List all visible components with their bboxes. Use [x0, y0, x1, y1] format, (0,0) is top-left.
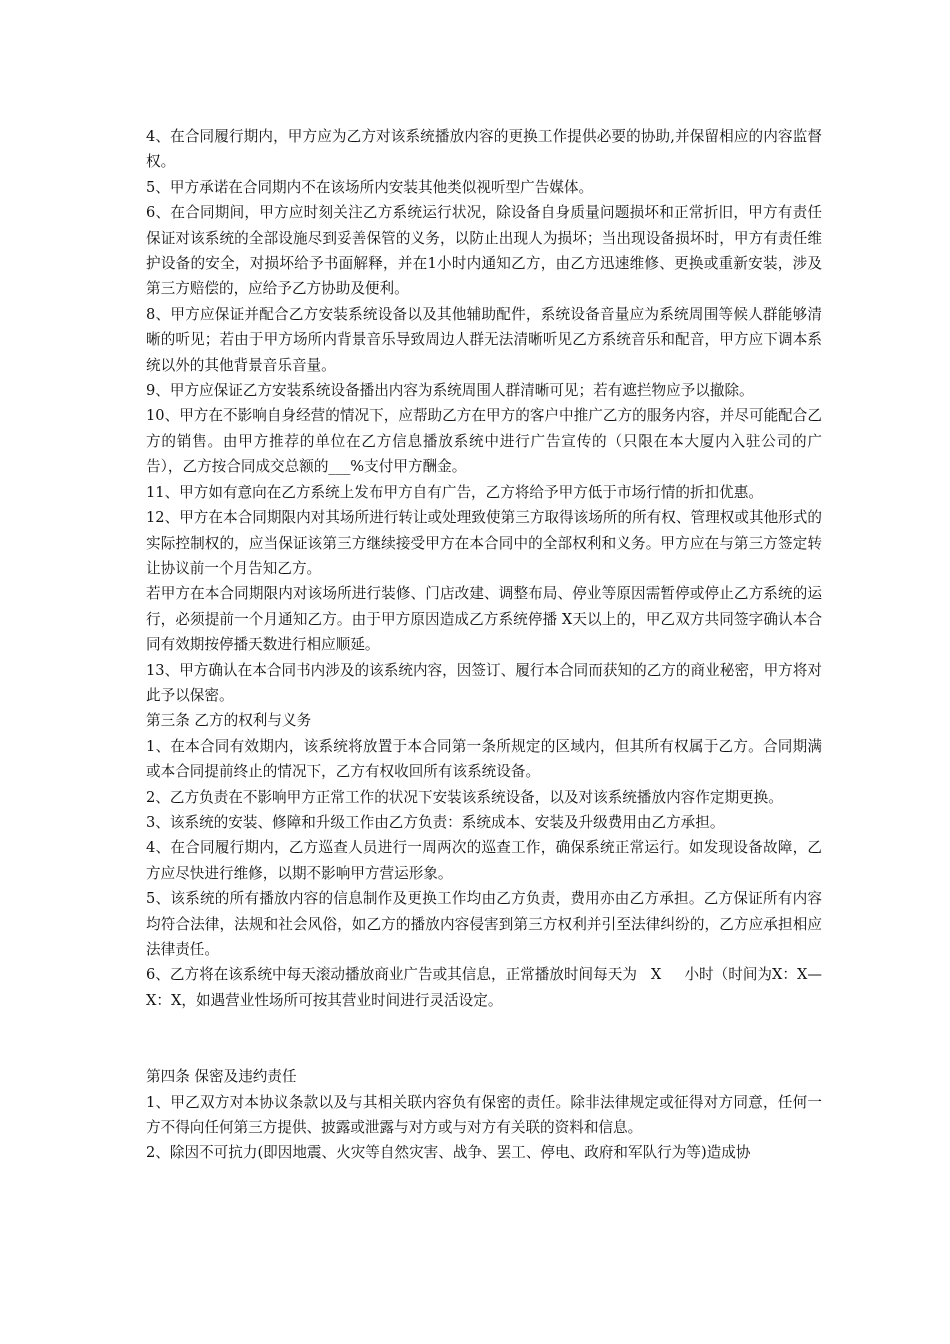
- clause-b-1: 1、在本合同有效期内，该系统将放置于本合同第一条所规定的区域内，但其所有权属于乙方。合同期满或本合同提前终止的情况下，乙方有权收回所有该系统设备。: [146, 737, 822, 781]
- contract-page: [146, 124, 822, 1166]
- clause-b-3: 3、该系统的安装、修障和升级工作由乙方负责：系统成本、安装及升级费用由乙方承担。: [146, 813, 725, 831]
- clause-b-5: 5、该系统的所有播放内容的信息制作及更换工作均由乙方负责，费用亦由乙方承担。乙方保证所有内容均符合法律，法规和社会风俗，如乙方的播放内容侵害到第三方权利并引至法律纠纷的，乙方应承担相应法律责任。: [146, 890, 822, 958]
- clause-a-9: 9、甲方应保证乙方安装系统设备播出内容为系统周围人群清晰可见；若有遮拦物应予以撤除。: [146, 382, 754, 400]
- clause-a-13: 13、甲方确认在本合同书内涉及的该系统内容，因签订、履行本合同而获知的乙方的商业秘密，甲方将对此予以保密。: [146, 661, 822, 704]
- clause-a-11: 11、甲方如有意向在乙方系统上发布甲方自有广告，乙方将给予甲方低于市场行情的折扣优惠。: [146, 483, 763, 501]
- clause-b-2: 2、乙方负责在不影响甲方正常工作的状况下安装该系统设备，以及对该系统播放内容作定期更换。: [146, 788, 783, 806]
- clause-a-12-supplement: 若甲方在本合同期限内对该场所进行装修、门店改建、调整布局、停业等原因需暂停或停止乙方系统的运行，必须提前一个月通知乙方。由于甲方原因造成乙方系统停播 X天以上的，甲乙双方共同签字确认本合同有效期按停播天数进行相应顺延。: [146, 585, 822, 654]
- clause-c-1: 1、甲乙双方对本协议条款以及与其相关联内容负有保密的责任。除非法律规定或征得对方同意，任何一方不得向任何第三方提供、披露或泄露与对方或与对方有关联的资料和信息。: [146, 1093, 822, 1137]
- article-3-title: 第三条 乙方的权利与义务: [146, 712, 312, 730]
- clause-b-4: 4、在合同履行期内，乙方巡查人员进行一周两次的巡查工作，确保系统正常运行。如发现设备故障，乙方应尽快进行维修，以期不影响甲方营运形象。: [146, 839, 822, 882]
- section-gap: [146, 1013, 822, 1064]
- clause-a-5: 5、甲方承诺在合同期内不在该场所内安装其他类似视听型广告媒体。: [146, 178, 594, 196]
- clause-a-8: 8、甲方应保证并配合乙方安装系统设备以及其他辅助配件，系统设备音量应为系统周围等候人群能够清晰的听见；若由于甲方场所内背景音乐导致周边人群无法清晰听见乙方系统音乐和配音，甲方应下调本系统以外的其他背景音乐音量。: [146, 305, 822, 374]
- clause-a-6: 6、在合同期间，甲方应时刻关注乙方系统运行状况，除设备自身质量问题损坏和正常折旧，甲方有责任保证对该系统的全部设施尽到妥善保管的义务，以防止出现人为损坏；当出现设备损坏时，甲方有责任维护设备的安全，对损坏给予书面解释，并在1小时内通知乙方，由乙方迅速维修、更换或重新安装，涉及第三方赔偿的，应给予乙方协助及便利。: [146, 204, 822, 298]
- clause-a-12: 12、甲方在本合同期限内对其场所进行转让或处理致使第三方取得该场所的所有权、管理权或其他形式的实际控制权的，应当保证该第三方继续接受甲方在本合同中的全部权利和义务。甲方应在与第三方签定转让协议前一个月告知乙方。: [146, 509, 822, 577]
- clause-c-2: 2、除因不可抗力(即因地震、火灾等自然灾害、战争、罢工、停电、政府和军队行为等)造成协: [146, 1144, 751, 1162]
- clause-b-6: 6、乙方将在该系统中每天滚动播放商业广告或其信息，正常播放时间每天为 X 小时（时间为X：X—X：X，如遇营业性场所可按其营业时间进行灵活设定。: [146, 966, 822, 1009]
- clause-a-4: 4、在合同履行期内，甲方应为乙方对该系统播放内容的更换工作提供必要的协助,并保留相应的内容监督权。: [146, 128, 822, 171]
- article-4-title: 第四条 保密及违约责任: [146, 1068, 297, 1086]
- clause-a-10: 10、甲方在不影响自身经营的情况下，应帮助乙方在甲方的客户中推广乙方的服务内容，并尽可能配合乙方的销售。由甲方推荐的单位在乙方信息播放系统中进行广告宣传的（只限在本大厦内入驻公司的广告），乙方按合同成交总额的___%支付甲方酬金。: [146, 407, 822, 476]
